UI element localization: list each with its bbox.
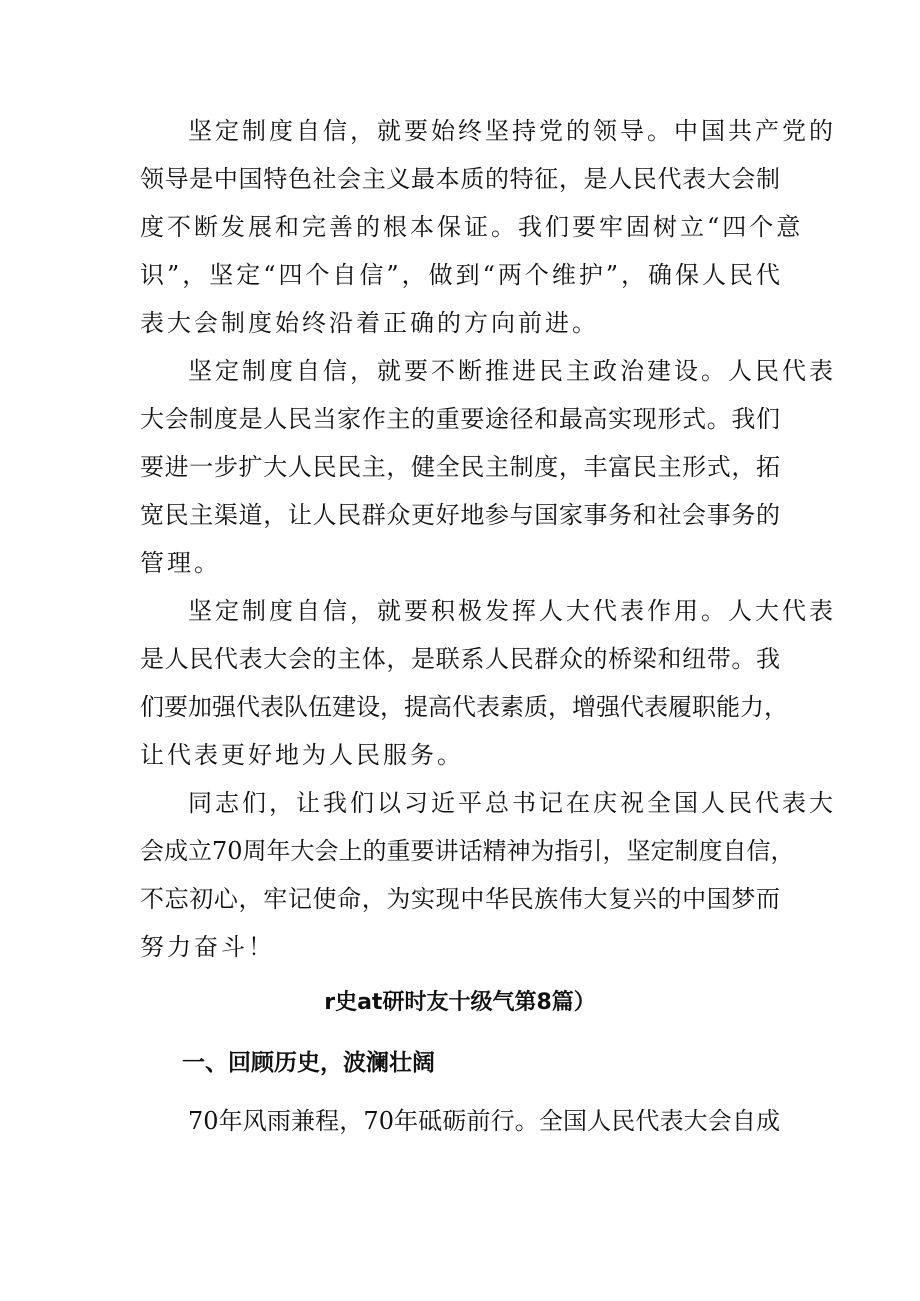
paragraph-4-line-2: 会成立70周年大会上的重要讲话精神为指引，坚定制度自信，: [140, 837, 795, 865]
paragraph-2-line-5: 管理。: [140, 549, 221, 577]
section-title: r史at研时友十级气第8篇）: [324, 990, 596, 1015]
paragraph-3-line-4: 让代表更好地为人民服务。: [140, 741, 464, 769]
paragraph-1-line-4: 识”，坚定“四个自信”，做到“两个维护”，确保人民代: [140, 261, 780, 289]
paragraph-1-line-3: 度不断发展和完善的根本保证。我们要牢固树立“四个意: [140, 213, 804, 241]
paragraph-1-line-1: 坚定制度自信，就要始终坚持党的领导。中国共产党的: [188, 117, 836, 145]
paragraph-2-line-4: 宽民主渠道，让人民群众更好地参与国家事务和社会事务的: [140, 501, 780, 529]
paragraph-4-line-1: 同志们，让我们以习近平总书记在庆祝全国人民代表大: [188, 789, 836, 817]
paragraph-1-line-5: 表大会制度始终沿着正确的方向前进。: [140, 309, 599, 337]
paragraph-4-line-4: 努力奋斗！: [140, 933, 275, 961]
section-subheading: 一、回顾历史，波澜壮阔: [182, 1050, 435, 1076]
paragraph-2-line-2: 大会制度是人民当家作主的重要途径和最高实现形式。我们: [140, 405, 780, 433]
paragraph-1-line-2: 领导是中国特色社会主义最本质的特征，是人民代表大会制: [140, 165, 780, 193]
paragraph-2-line-1: 坚定制度自信，就要不断推进民主政治建设。人民代表: [188, 357, 836, 385]
paragraph-2-line-3: 要进一步扩大人民民主，健全民主制度，丰富民主形式，拓: [140, 453, 780, 481]
paragraph-4-line-3: 不忘初心，牢记使命，为实现中华民族伟大复兴的中国梦而: [140, 885, 780, 913]
paragraph-3-line-1: 坚定制度自信，就要积极发挥人大代表作用。人大代表: [188, 597, 836, 625]
paragraph-3-line-2: 是人民代表大会的主体，是联系人民群众的桥梁和纽带。我: [140, 645, 780, 673]
paragraph-3-line-3: 们要加强代表队伍建设，提高代表素质，增强代表履职能力，: [140, 693, 788, 721]
paragraph-5-line-1: 70年风雨兼程，70年砥砺前行。全国人民代表大会自成: [188, 1107, 780, 1135]
